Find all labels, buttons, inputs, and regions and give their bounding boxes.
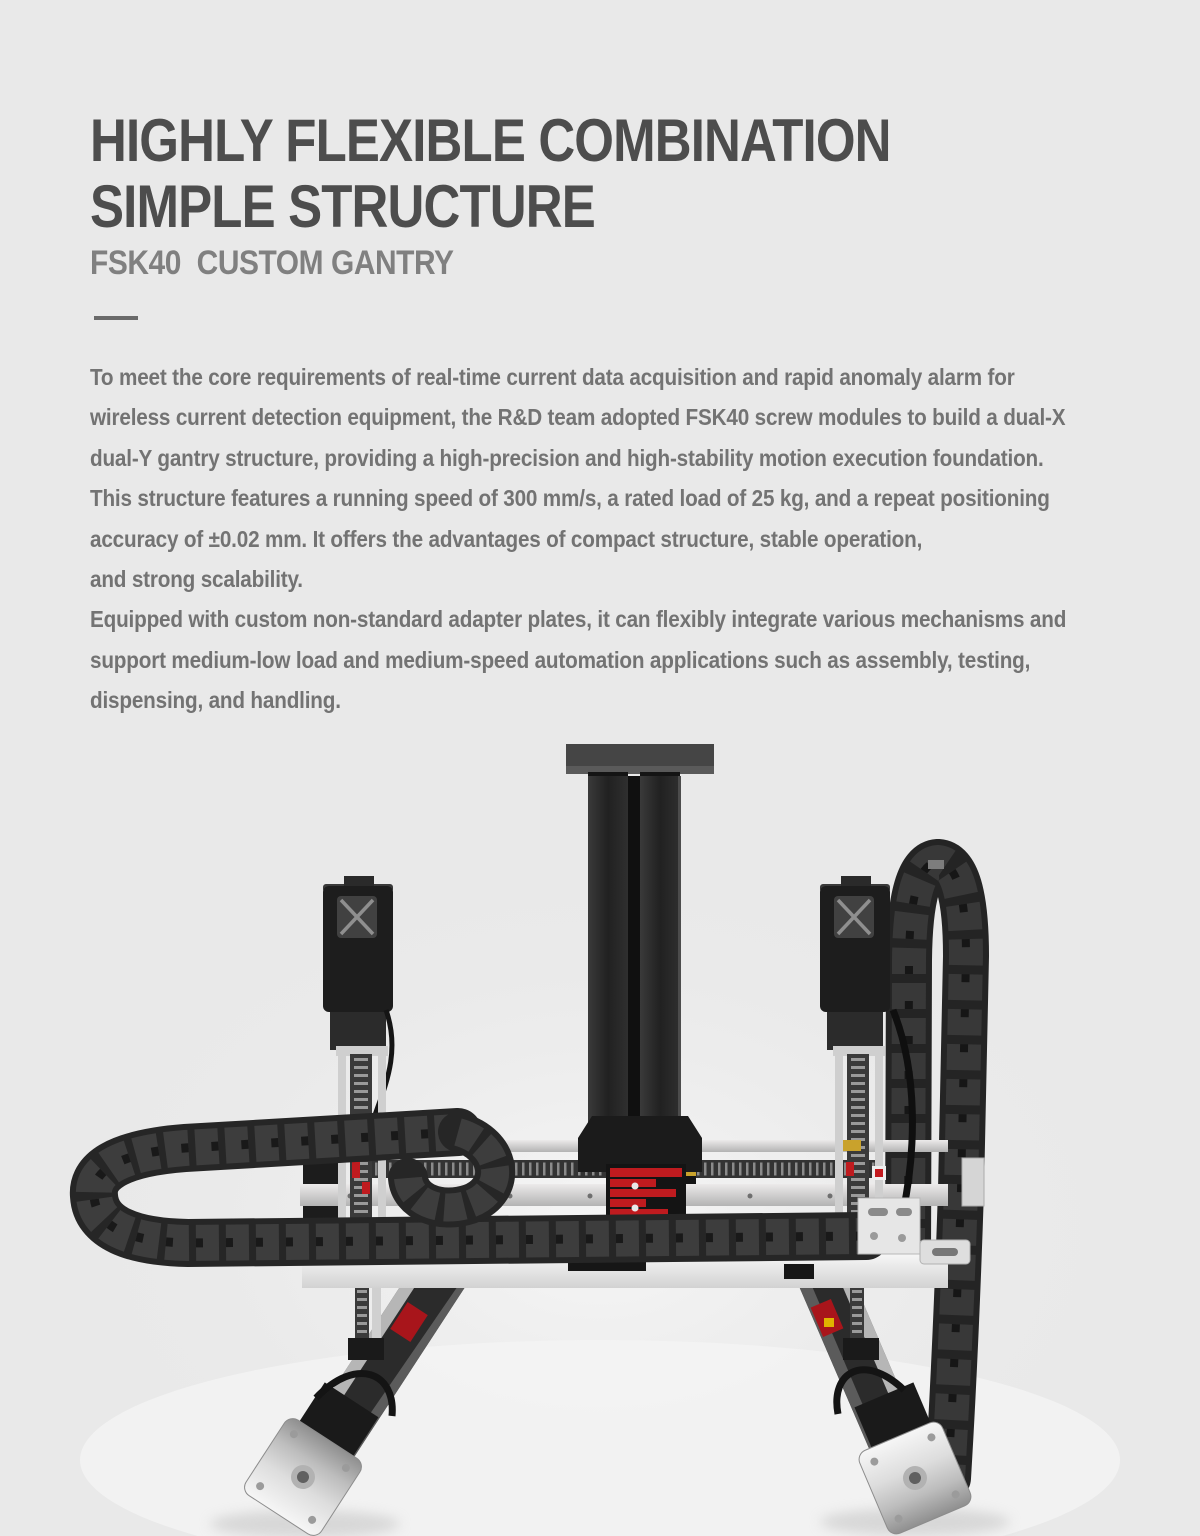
body-line: dual-Y gantry structure, providing a high-precision and high-stability motion execution foundation. [90,444,1044,471]
body-line: To meet the core requirements of real-time current data acquisition and rapid anomaly alarm for [90,364,1015,390]
product-photo [0,726,1200,1536]
page-title [90,108,891,240]
page-subtitle: FSK40 CUSTOM GANTRY [90,244,454,282]
body-paragraph [90,357,1066,721]
body-line: support medium-low load and medium-speed automation applications such as assembly, testing, [90,646,1031,673]
page-title-line1: HIGHLY FLEXIBLE COMBINATION [90,107,891,175]
body-line: wireless current detection equipment, the R&D team adopted FSK40 screw modules to build a dual-X [90,404,1066,431]
divider [94,316,138,320]
body-line: dispensing, and handling. [90,687,341,714]
body-line: and strong scalability. [90,566,303,593]
body-line: Equipped with custom non-standard adapter plates, it can flexibly integrate various mechanisms and [90,606,1067,633]
body-line: This structure features a running speed of 300 mm/s, a rated load of 25 kg, and a repeat positioning [90,485,1050,512]
page-title-line2: SIMPLE STRUCTURE [90,173,595,241]
body-line: accuracy of ±0.02 mm. It offers the advantages of compact structure, stable operation, [90,525,923,552]
